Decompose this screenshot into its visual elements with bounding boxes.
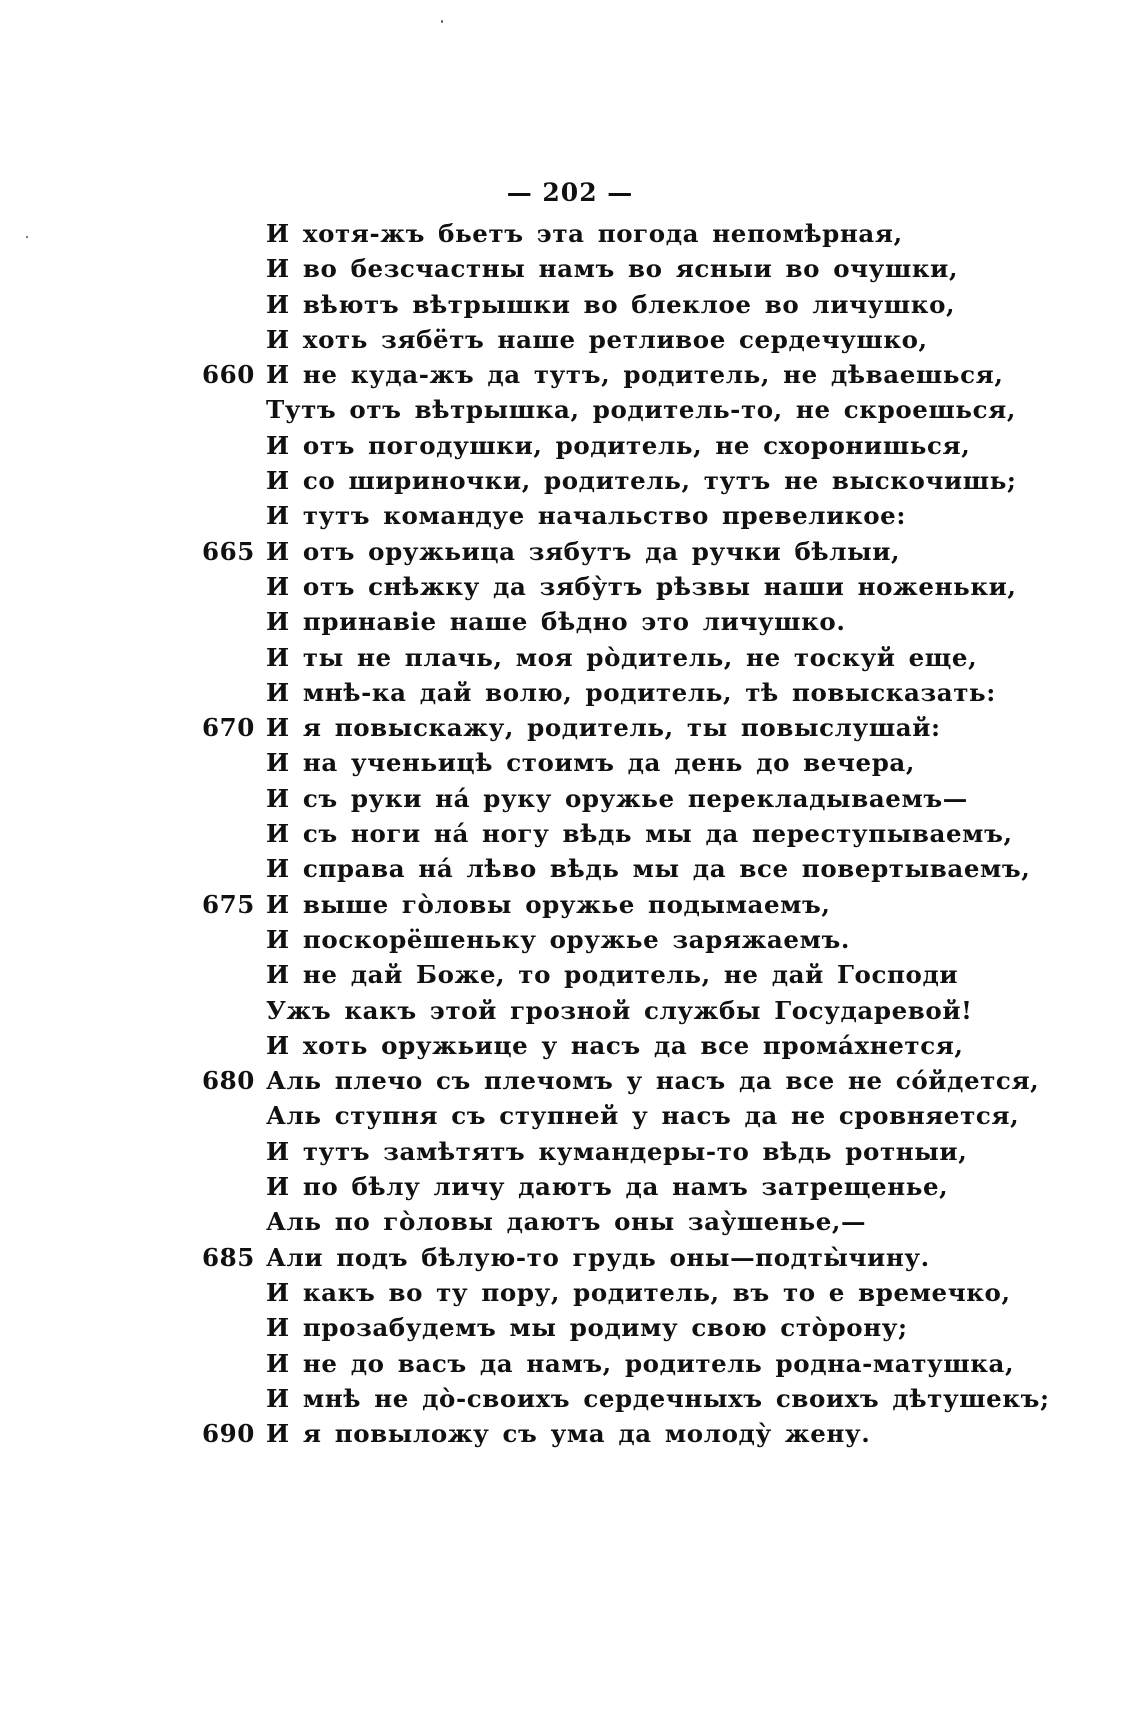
line-text: И по бѣлу личу даютъ да намъ затрещенье, xyxy=(266,1172,949,1202)
line-text: И не дай Боже, то родитель, не дай Господи xyxy=(266,960,959,990)
poem-line xyxy=(200,781,968,816)
poem-line xyxy=(200,1169,949,1204)
poem-line xyxy=(200,1275,1011,1310)
print-speck xyxy=(441,20,443,23)
poem-line xyxy=(200,640,978,675)
poem-line xyxy=(200,322,928,357)
line-text: И на ученьицѣ стоимъ да день до вечера, xyxy=(266,748,916,778)
poem-line xyxy=(200,569,1017,604)
line-text: Ужъ какъ этой грозной службы Государевой! xyxy=(266,995,973,1025)
line-text: И съ ноги на́ ногу вѣдь мы да переступываемъ, xyxy=(266,819,1013,849)
poem-line xyxy=(200,251,959,286)
poem-line xyxy=(200,216,903,251)
poem-line xyxy=(200,1098,1020,1133)
line-text: И я повыскажу, родитель, ты повыслушай: xyxy=(266,713,941,743)
line-text: И тутъ замѣтятъ кумандеры-то вѣдь ротныи, xyxy=(266,1136,968,1166)
line-text: И съ руки на́ руку оружье перекладываемъ— xyxy=(266,783,968,813)
poem-line xyxy=(200,1310,908,1345)
line-text: И отъ снѣжку да зябу̀тъ рѣзвы наши ноженьки, xyxy=(266,571,1017,601)
poem-line xyxy=(200,287,956,322)
line-text: И не до васъ да намъ, родитель родна-матушка, xyxy=(266,1348,1015,1378)
line-text: И хоть оружьице у насъ да все прома́хнется, xyxy=(266,1030,964,1060)
line-text: И я повыложу съ ума да молоду̀ жену. xyxy=(266,1419,871,1449)
line-text: И мнѣ не до̀-своихъ сердечныхъ своихъ дѣтушекъ; xyxy=(266,1383,1050,1413)
line-text: И отъ погодушки, родитель, не схоронишься, xyxy=(266,430,971,460)
poem-line xyxy=(200,392,1016,427)
poem-line xyxy=(200,957,959,992)
line-text: И во безсчастны намъ во ясныи во очушки, xyxy=(266,254,959,284)
line-text: И не куда-жъ да тутъ, родитель, не дѣваешься, xyxy=(266,360,1004,390)
poem-text xyxy=(200,216,1050,1451)
line-text: И справа на́ лѣво вѣдь мы да все повертываемъ, xyxy=(266,854,1031,884)
poem-line xyxy=(200,745,916,780)
line-number: 685 xyxy=(202,1242,255,1272)
poem-line xyxy=(200,1240,930,1275)
print-speck xyxy=(26,236,28,238)
line-number: 690 xyxy=(202,1419,255,1449)
line-text: И прозабудемъ мы родиму свою сто̀рону; xyxy=(266,1313,908,1343)
poem-line xyxy=(200,1028,964,1063)
poem-line xyxy=(200,1381,1050,1416)
line-text: Аль по го̀ловы даютъ оны зау̀шенье,— xyxy=(266,1207,867,1237)
line-text: Аль ступня съ ступней у насъ да не сровняется, xyxy=(266,1101,1020,1131)
line-number: 660 xyxy=(202,360,255,390)
line-text: И выше го̀ловы оружье подымаемъ, xyxy=(266,889,831,919)
page-number: — 202 — xyxy=(506,178,634,207)
line-text: Али подъ бѣлую-то грудь оны—подты̀чину. xyxy=(266,1242,930,1272)
poem-line xyxy=(200,1204,900,1239)
poem-line xyxy=(200,710,941,745)
poem-line xyxy=(200,1346,1015,1381)
line-text: И со шириночки, родитель, тутъ не выскочишь; xyxy=(266,466,1017,496)
poem-line xyxy=(200,1063,1040,1098)
poem-line xyxy=(200,357,1004,392)
poem-line xyxy=(200,498,906,533)
line-number: 675 xyxy=(202,889,255,919)
line-text: И тутъ командуе начальство превеликое: xyxy=(266,501,906,531)
poem-line xyxy=(200,816,1013,851)
poem-line xyxy=(200,1416,900,1451)
poem-line xyxy=(200,604,900,639)
line-text: И какъ во ту пору, родитель, въ то е времечко, xyxy=(266,1277,1011,1307)
line-text: И ты не плачь, моя ро̀дитель, не тоскуй еще, xyxy=(266,642,978,672)
poem-line xyxy=(200,851,1031,886)
line-text: И мнѣ-ка дай волю, родитель, тѣ повысказать: xyxy=(266,677,996,707)
line-text: И поскорёшеньку оружье заряжаемъ. xyxy=(266,924,850,954)
line-text: Тутъ отъ вѣтрышка, родитель-то, не скроешься, xyxy=(266,395,1016,425)
line-text: И хоть зябётъ наше ретливое сердечушко, xyxy=(266,324,928,354)
line-text: И хотя-жъ бьетъ эта погода непомѣрная, xyxy=(266,219,903,248)
line-number: 665 xyxy=(202,536,255,566)
poem-line xyxy=(200,1134,968,1169)
poem-line xyxy=(200,463,1017,498)
line-text: И вѣютъ вѣтрышки во блеклое во личушко, xyxy=(266,289,956,319)
line-number: 680 xyxy=(202,1066,255,1096)
poem-line xyxy=(200,675,996,710)
line-text: Аль плечо съ плечомъ у насъ да все не со́йдется, xyxy=(266,1066,1040,1096)
line-number: 670 xyxy=(202,713,255,743)
poem-line xyxy=(200,428,971,463)
line-text: И принавіе наше бѣдно это личушко. xyxy=(266,607,846,637)
poem-line xyxy=(200,534,900,569)
poem-line xyxy=(200,993,973,1028)
poem-line xyxy=(200,922,900,957)
poem-line xyxy=(200,887,900,922)
line-text: И отъ оружьица зябутъ да ручки бѣлыи, xyxy=(266,536,901,566)
